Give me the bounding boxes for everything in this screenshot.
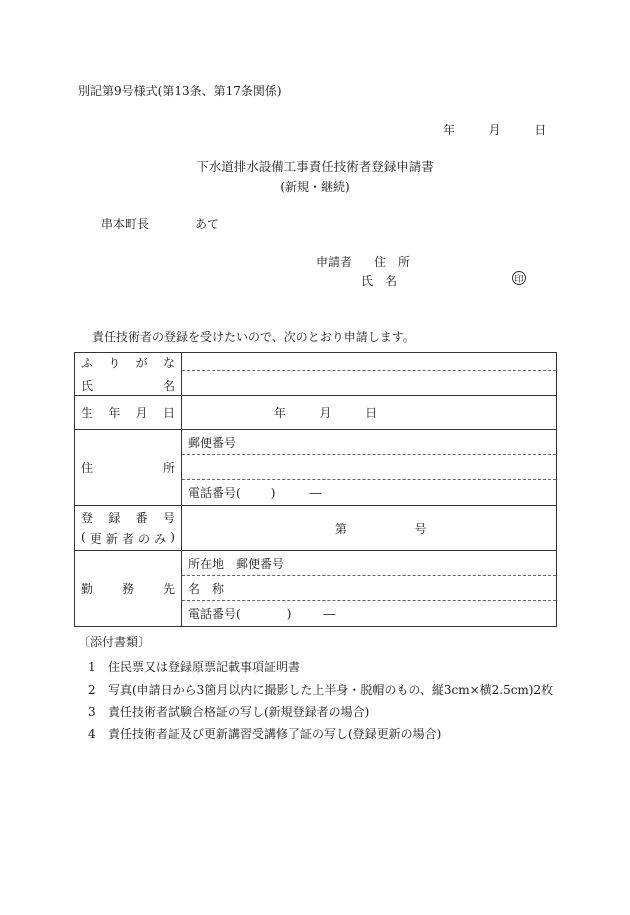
application-form-table (74, 352, 557, 627)
work-name-field[interactable] (182, 576, 556, 601)
date-line (443, 124, 546, 136)
work-postal-label: 郵便番号 (236, 556, 285, 571)
registration-label-cell: 登 録 番 号 ( 更 新 者 の み ) (75, 506, 182, 551)
reg-no-suffix: 号 (414, 521, 427, 536)
workplace-label-cell: 勤 務 先 (75, 551, 182, 627)
birth-day-label: 日 (365, 406, 378, 420)
name-input-cell[interactable] (182, 353, 557, 396)
postal-code-label: 郵便番号 (188, 435, 237, 450)
reg-no-prefix: 第 (334, 521, 347, 536)
birth-date-field[interactable] (182, 396, 557, 430)
date-month: 月 (488, 123, 501, 137)
address-label-cell: 住 所 (75, 430, 182, 506)
postal-code-field[interactable] (182, 430, 556, 455)
name-field[interactable] (182, 371, 556, 395)
work-location-label: 所在地 (188, 556, 225, 571)
document-title: 下水道排水設備工事責任技術者登録申請書 (196, 159, 434, 174)
addressee-suffix: あて (195, 217, 220, 231)
attachment-item: 4 責任技術者証及び更新講習受講修了証の写し(登録更新の場合) (88, 727, 442, 741)
registration-number-field[interactable] (182, 506, 557, 551)
applicant-address-label: 住 所 (374, 255, 411, 269)
attachment-item: 3 責任技術者試験合格証の写し(新規登録者の場合) (88, 705, 370, 719)
attachments-heading: 〔添付書類〕 (78, 635, 151, 649)
work-phone-label: 電話番号( (188, 607, 241, 621)
applicant-label: 申請者 (316, 255, 353, 269)
birth-month-label: 月 (319, 406, 332, 420)
date-year: 年 (443, 123, 456, 137)
applicant-name-label: 氏 名 (361, 274, 398, 288)
birth-label-cell: 生 年 月 日 (75, 396, 182, 430)
phone-label: 電話番号( (188, 486, 241, 500)
address-cell[interactable] (182, 430, 557, 506)
work-phone-field[interactable]: 電話番号( ) ― (188, 606, 336, 621)
furigana-field[interactable] (182, 353, 556, 371)
attachment-item: 2 写真(申請日から3箇月以内に撮影した上半身・脱帽のもの、縦3cm×横2.5cm)2枚 (88, 683, 554, 697)
work-name-label: 名 称 (188, 581, 225, 596)
document-subtitle: (新規・継続) (280, 180, 350, 194)
phone-field[interactable]: 電話番号( ) ― (188, 485, 322, 500)
form-id: 別記第9号様式(第13条、第17条関係) (78, 84, 282, 98)
birth-year-label: 年 (273, 406, 286, 420)
address-field[interactable] (182, 455, 556, 480)
attachment-item: 1 住民票又は登録原票記載事項証明書 (88, 660, 301, 674)
workplace-cell[interactable] (182, 551, 557, 627)
seal-mark: 印 (512, 271, 526, 285)
work-location-field[interactable] (182, 551, 556, 576)
addressee-name: 串本町長 (101, 217, 150, 231)
name-label-cell: ふ り が な 氏 名 (75, 353, 182, 396)
intro-text: 責任技術者の登録を受けたいので、次のとおり申請します。 (92, 330, 415, 344)
date-day: 日 (534, 123, 547, 137)
